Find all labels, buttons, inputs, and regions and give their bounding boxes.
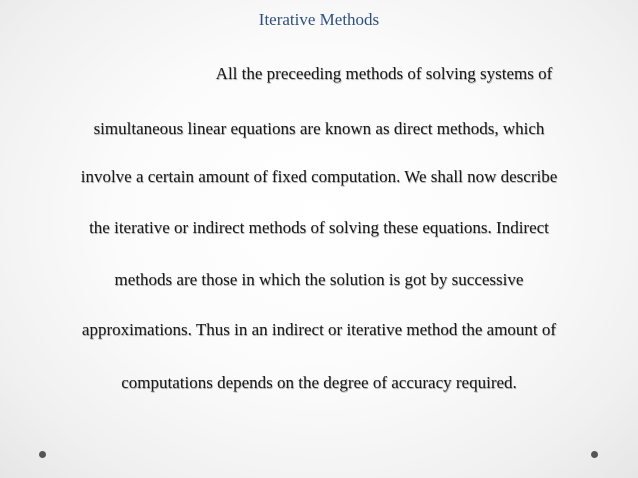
- paragraph-line-3: involve a certain amount of fixed computation. We shall now describe: [80, 167, 558, 186]
- paragraph-line-2: simultaneous linear equations are known as direct methods, which: [93, 119, 545, 138]
- paragraph-line-7: computations depends on the degree of accuracy required.: [121, 373, 517, 392]
- paragraph-line-6: approximations. Thus in an indirect or iterative method the amount of: [81, 320, 557, 339]
- slide-title: Iterative Methods: [258, 10, 380, 29]
- decorative-dot-left-icon: [39, 451, 46, 458]
- paragraph-line-1: All the preceeding methods of solving systems of: [215, 64, 553, 83]
- paragraph-line-4: the iterative or indirect methods of solving these equations. Indirect: [89, 218, 549, 237]
- paragraph-line-5: methods are those in which the solution is got by successive: [114, 270, 524, 289]
- decorative-dot-right-icon: [591, 451, 598, 458]
